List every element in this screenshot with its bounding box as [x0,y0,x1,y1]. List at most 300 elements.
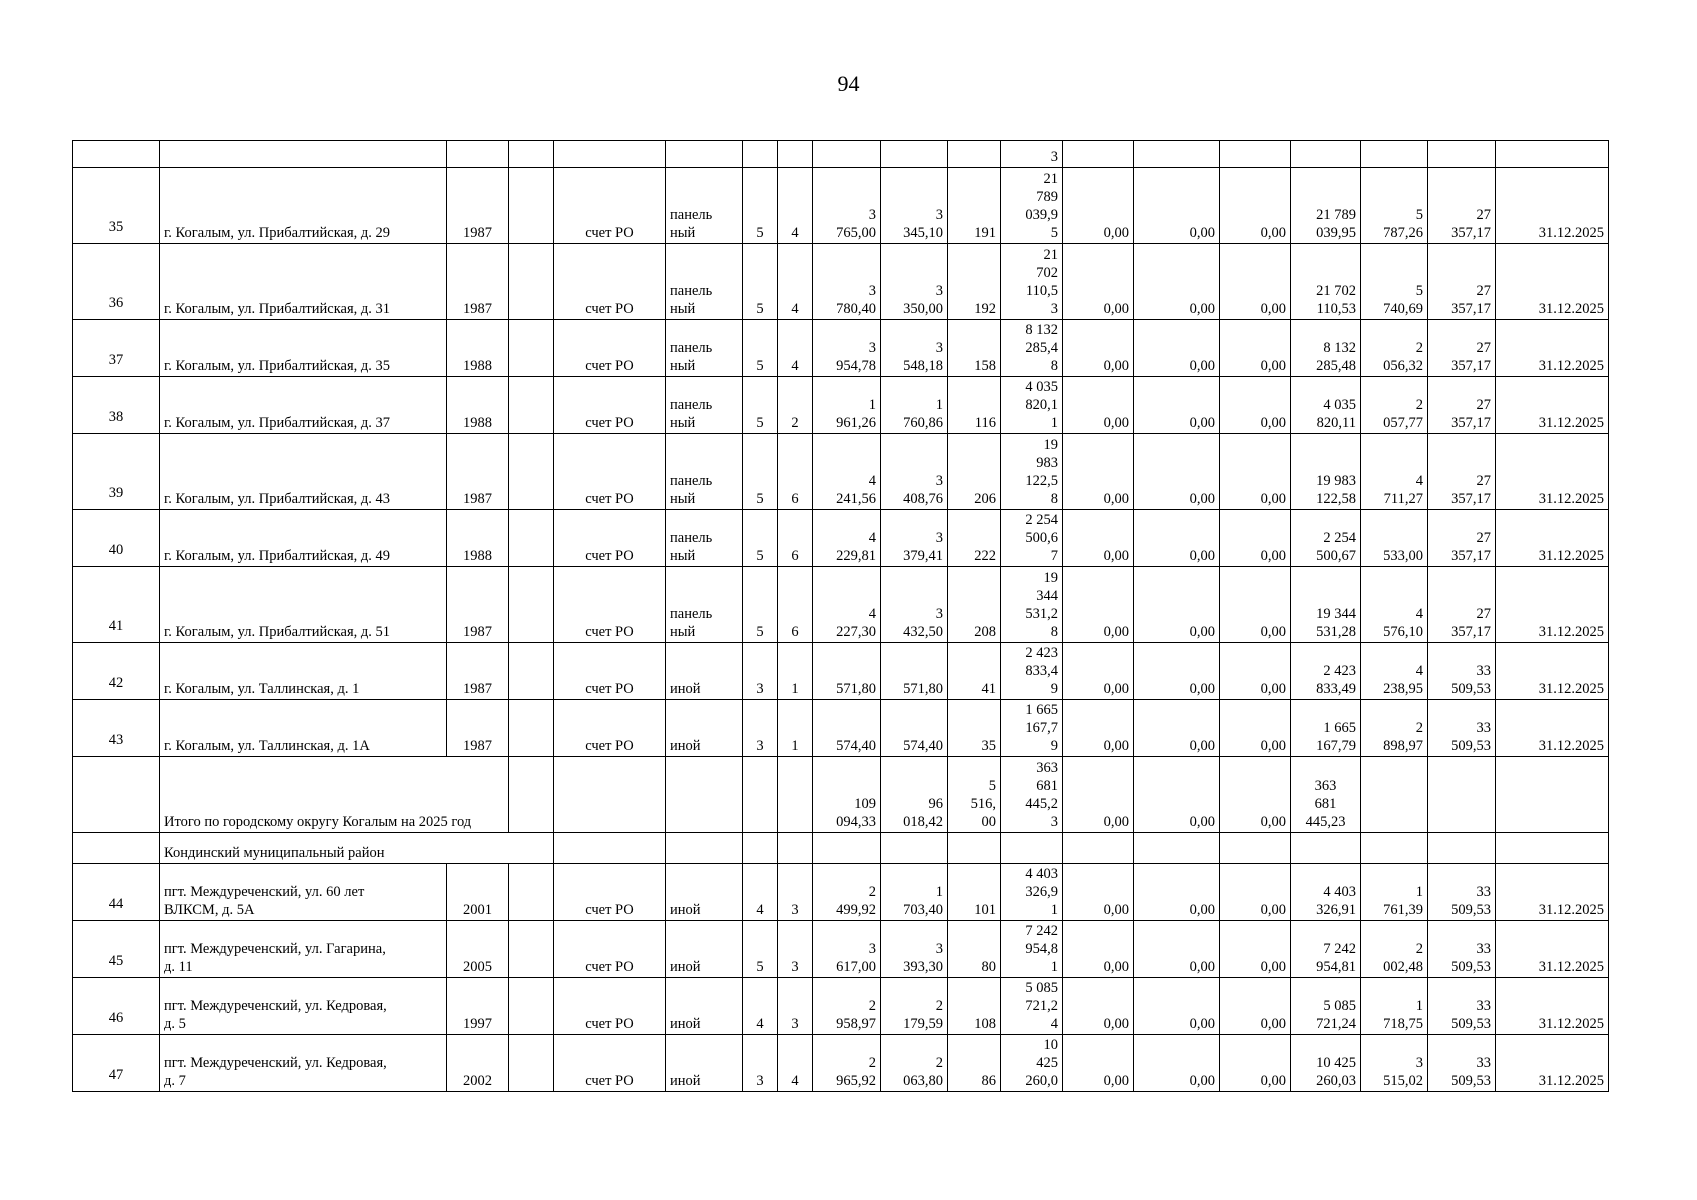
cell: 3 393,30 [881,921,948,978]
cell: 0,00 [1063,434,1134,510]
cell [1428,833,1496,864]
cell: 2 254 500,67 [1291,510,1361,567]
cell [1134,141,1220,168]
cell: 3 617,00 [813,921,881,978]
cell [554,833,666,864]
cell: 2 965,92 [813,1035,881,1092]
cell: 0,00 [1220,320,1291,377]
cell: 1987 [447,434,509,510]
cell: 3 548,18 [881,320,948,377]
cell: панель ный [666,434,743,510]
cell: иной [666,700,743,757]
cell: 4 576,10 [1361,567,1428,643]
cell: 31.12.2025 [1496,643,1609,700]
cell: 0,00 [1134,978,1220,1035]
cell: 0,00 [1134,757,1220,833]
cell: 1988 [447,510,509,567]
cell [509,377,554,434]
address-cell: пгт. Междуреченский, ул. Кедровая, д. 7 [160,1035,447,1092]
cell: 4 229,81 [813,510,881,567]
cell: иной [666,864,743,921]
cell: 27 357,17 [1428,168,1496,244]
cell: 1987 [447,244,509,320]
cell: 6 [778,510,813,567]
cell [1220,833,1291,864]
cell: 2 254 500,6 7 [1001,510,1063,567]
row-number-text: 37 [108,352,124,368]
cell: 3 [743,700,778,757]
cell: 0,00 [1220,978,1291,1035]
cell: 0,00 [1220,643,1291,700]
cell [743,757,778,833]
address-cell: г. Когалым, ул. Прибалтийская, д. 49 [160,510,447,567]
cell: 0,00 [1220,434,1291,510]
cell: 363 681 445,23 [1291,757,1361,833]
cell: 0,00 [1134,921,1220,978]
cell: 1 703,40 [881,864,948,921]
table-row [73,567,1609,643]
cell: 1 665 167,79 [1291,700,1361,757]
cell: панель ный [666,168,743,244]
cell [1291,833,1361,864]
cell: 33 509,53 [1428,921,1496,978]
cell: 19 983 122,5 8 [1001,434,1063,510]
cell [1063,141,1134,168]
cell: 0,00 [1134,643,1220,700]
table-body [73,141,1609,1092]
total-row [73,757,1609,833]
cell [1001,833,1063,864]
table-row [73,434,1609,510]
cell: 116 [948,377,1001,434]
address-cell: пгт. Междуреченский, ул. Кедровая, д. 5 [160,978,447,1035]
cell [509,567,554,643]
cell: 1 760,86 [881,377,948,434]
cell [509,510,554,567]
cell: 31.12.2025 [1496,921,1609,978]
cell: 3 345,10 [881,168,948,244]
cell: 0,00 [1220,921,1291,978]
cell: 0,00 [1220,757,1291,833]
cell: счет РО [554,434,666,510]
cell [1496,757,1609,833]
cell: 0,00 [1134,700,1220,757]
cell: счет РО [554,978,666,1035]
cell: 0,00 [1063,320,1134,377]
cell: 5 085 721,24 [1291,978,1361,1035]
cell [1361,757,1428,833]
cell [1361,833,1428,864]
cell: панель ный [666,377,743,434]
cell: 5 516, 00 [948,757,1001,833]
cell: 109 094,33 [813,757,881,833]
cell: 31.12.2025 [1496,168,1609,244]
row-number-text: 38 [108,409,124,425]
cell: 4 [743,978,778,1035]
cell: 574,40 [881,700,948,757]
cell: счет РО [554,567,666,643]
table-row [73,921,1609,978]
cell [1428,141,1496,168]
cell: 3 [743,643,778,700]
cell: иной [666,921,743,978]
cell: панель ный [666,244,743,320]
cell: 2 898,97 [1361,700,1428,757]
cell: 3 379,41 [881,510,948,567]
row-number [73,510,160,567]
cell [509,978,554,1035]
cell: 0,00 [1063,864,1134,921]
cell [509,1035,554,1092]
table-row [73,1035,1609,1092]
total-label: Итого по городскому округу Когалым на 2025 год [160,757,509,833]
cell: 31.12.2025 [1496,510,1609,567]
cell: 21 702 110,5 3 [1001,244,1063,320]
row-number [73,864,160,921]
cell: 0,00 [1134,377,1220,434]
cell: 31.12.2025 [1496,700,1609,757]
cell: 19 983 122,58 [1291,434,1361,510]
cell: 108 [948,978,1001,1035]
cell: 0,00 [1134,510,1220,567]
cell: 35 [948,700,1001,757]
cell: 0,00 [1220,567,1291,643]
cell: 1988 [447,377,509,434]
cell: 4 241,56 [813,434,881,510]
row-number [73,921,160,978]
cell [447,141,509,168]
cell [813,141,881,168]
cell: 27 357,17 [1428,320,1496,377]
cell [509,434,554,510]
cell: 4 227,30 [813,567,881,643]
cell: 3 [778,978,813,1035]
cell: 4 035 820,11 [1291,377,1361,434]
capital-repair-table [72,140,1609,1092]
cell: 10 425 260,0 [1001,1035,1063,1092]
cell [509,320,554,377]
cell: панель ный [666,567,743,643]
cell: 0,00 [1063,244,1134,320]
cell: 1 961,26 [813,377,881,434]
cell: 5 787,26 [1361,168,1428,244]
cell [1291,141,1361,168]
cell: 0,00 [1220,1035,1291,1092]
row-number-text: 41 [108,618,124,634]
cell [73,833,160,864]
cell: 571,80 [881,643,948,700]
cell: счет РО [554,244,666,320]
row-number [73,643,160,700]
cell: 1988 [447,320,509,377]
cell: 5 [743,434,778,510]
cell: счет РО [554,510,666,567]
row-number [73,700,160,757]
cell: 7 242 954,8 1 [1001,921,1063,978]
cell: 4 403 326,9 1 [1001,864,1063,921]
address-cell: г. Когалым, ул. Прибалтийская, д. 31 [160,244,447,320]
cell: 2 958,97 [813,978,881,1035]
cell: 0,00 [1063,168,1134,244]
cell [160,141,447,168]
cell: 1987 [447,700,509,757]
cell: 1 [778,643,813,700]
cell: 0,00 [1134,434,1220,510]
cell: 0,00 [1134,168,1220,244]
cell: 5 085 721,2 4 [1001,978,1063,1035]
cell: 6 [778,567,813,643]
table-row [73,244,1609,320]
cell: 5 740,69 [1361,244,1428,320]
cell: 3 [743,1035,778,1092]
cell: 2 002,48 [1361,921,1428,978]
cell: 5 [743,244,778,320]
cell [509,168,554,244]
cell: 222 [948,510,1001,567]
cell: 0,00 [1063,1035,1134,1092]
row-number [73,1035,160,1092]
row-number [73,244,160,320]
cell: 1987 [447,643,509,700]
table-row [73,320,1609,377]
cell [509,244,554,320]
cell: 158 [948,320,1001,377]
cell: 27 357,17 [1428,510,1496,567]
address-cell: г. Когалым, ул. Прибалтийская, д. 35 [160,320,447,377]
cell [554,757,666,833]
table-row [73,700,1609,757]
cell [73,141,160,168]
cell: 0,00 [1134,244,1220,320]
cell: счет РО [554,320,666,377]
cell: 5 [743,567,778,643]
cell: 574,40 [813,700,881,757]
table-row [73,643,1609,700]
row-number [73,434,160,510]
cell: 2002 [447,1035,509,1092]
cell: 3 515,02 [1361,1035,1428,1092]
address-cell: г. Когалым, ул. Прибалтийская, д. 43 [160,434,447,510]
cell: 33 509,53 [1428,978,1496,1035]
cell: 1 718,75 [1361,978,1428,1035]
cell: 206 [948,434,1001,510]
cell [881,833,948,864]
cell [1496,833,1609,864]
cell [778,833,813,864]
cell: 192 [948,244,1001,320]
cell: 27 357,17 [1428,567,1496,643]
cell: 0,00 [1063,757,1134,833]
cell: 27 357,17 [1428,434,1496,510]
cell: 5 [743,168,778,244]
cell: 5 [743,377,778,434]
cell: 3 954,78 [813,320,881,377]
cell: 33 509,53 [1428,864,1496,921]
cell: 0,00 [1063,921,1134,978]
cell: 27 357,17 [1428,244,1496,320]
address-cell: г. Когалым, ул. Таллинская, д. 1 [160,643,447,700]
cell: 363 681 445,2 3 [1001,757,1063,833]
address-cell: г. Когалым, ул. Таллинская, д. 1А [160,700,447,757]
row-number-text: 35 [108,219,124,235]
cell: 1 665 167,7 9 [1001,700,1063,757]
cell: 2 063,80 [881,1035,948,1092]
cell [509,700,554,757]
cell: 21 789 039,9 5 [1001,168,1063,244]
row-number-text: 36 [108,295,124,311]
cell: панель ный [666,510,743,567]
cell [743,833,778,864]
cell: 571,80 [813,643,881,700]
row-number [73,567,160,643]
cell: 4 [778,168,813,244]
address-cell: г. Когалым, ул. Прибалтийская, д. 51 [160,567,447,643]
cell: 2 179,59 [881,978,948,1035]
cell: 2 056,32 [1361,320,1428,377]
cell: счет РО [554,643,666,700]
cell: 7 242 954,81 [1291,921,1361,978]
cell: 0,00 [1220,244,1291,320]
cell: 4 403 326,91 [1291,864,1361,921]
cell: 3 408,76 [881,434,948,510]
cell: 101 [948,864,1001,921]
cell: 1 [778,700,813,757]
cell: 0,00 [1220,510,1291,567]
cell: панель ный [666,320,743,377]
cell [509,864,554,921]
cell: 21 702 110,53 [1291,244,1361,320]
cell: 4 238,95 [1361,643,1428,700]
cell: 3 432,50 [881,567,948,643]
cell: 2 499,92 [813,864,881,921]
cell [666,757,743,833]
row-number-text: 43 [108,732,124,748]
cell [1063,833,1134,864]
cell: 208 [948,567,1001,643]
table-row [73,978,1609,1035]
cell: 0,00 [1134,864,1220,921]
cell: 31.12.2025 [1496,377,1609,434]
cell [1428,757,1496,833]
cell: 21 789 039,95 [1291,168,1361,244]
cell: иной [666,643,743,700]
cell: 27 357,17 [1428,377,1496,434]
cell: 31.12.2025 [1496,434,1609,510]
cell: 31.12.2025 [1496,567,1609,643]
cell: 5 [743,510,778,567]
cell: 19 344 531,2 8 [1001,567,1063,643]
row-number-text: 40 [108,542,124,558]
cell: 4 711,27 [1361,434,1428,510]
cell: 2005 [447,921,509,978]
cell: 31.12.2025 [1496,978,1609,1035]
cell: 2 057,77 [1361,377,1428,434]
table-row [73,864,1609,921]
cell: 3 [778,864,813,921]
address-cell: г. Когалым, ул. Прибалтийская, д. 29 [160,168,447,244]
cell: 33 509,53 [1428,643,1496,700]
cell [881,141,948,168]
cell: 2 [778,377,813,434]
cell: 5 [743,921,778,978]
cell: 31.12.2025 [1496,864,1609,921]
cell [666,833,743,864]
cell: 0,00 [1063,567,1134,643]
cell: 96 018,42 [881,757,948,833]
cell [743,141,778,168]
cell [554,141,666,168]
cell: 3 765,00 [813,168,881,244]
cell [813,833,881,864]
table-row [73,168,1609,244]
cell [778,141,813,168]
cell: 4 [743,864,778,921]
row-number-text: 44 [108,896,124,912]
cell: 0,00 [1063,377,1134,434]
cell: счет РО [554,700,666,757]
cell: счет РО [554,168,666,244]
cell: 31.12.2025 [1496,244,1609,320]
row-number-text: 47 [108,1067,124,1083]
cell: 31.12.2025 [1496,1035,1609,1092]
address-cell: пгт. Междуреченский, ул. 60 лет ВЛКСМ, д. 5А [160,864,447,921]
cell: 1997 [447,978,509,1035]
cell [778,757,813,833]
row-number [73,377,160,434]
cell [1134,833,1220,864]
cell: 0,00 [1220,864,1291,921]
row-number [73,168,160,244]
cell: 1 761,39 [1361,864,1428,921]
cell [73,757,160,833]
cell: 10 425 260,03 [1291,1035,1361,1092]
cell: 4 [778,1035,813,1092]
cell: 3 350,00 [881,244,948,320]
cell [509,757,554,833]
cell: 5 [743,320,778,377]
row-number-text: 45 [108,953,124,969]
cell: 41 [948,643,1001,700]
cell [509,141,554,168]
cell: 8 132 285,48 [1291,320,1361,377]
cell [509,643,554,700]
cell: 2 423 833,4 9 [1001,643,1063,700]
cell: иной [666,978,743,1035]
cell: 31.12.2025 [1496,320,1609,377]
cell [948,833,1001,864]
cell [1361,141,1428,168]
table-row [73,510,1609,567]
cell: 4 035 820,1 1 [1001,377,1063,434]
cell: 80 [948,921,1001,978]
cell: 1987 [447,168,509,244]
cell: счет РО [554,1035,666,1092]
row-number [73,978,160,1035]
address-cell: пгт. Междуреченский, ул. Гагарина, д. 11 [160,921,447,978]
cell: счет РО [554,921,666,978]
cell: 2001 [447,864,509,921]
row-number-text: 42 [108,675,124,691]
table-row [73,377,1609,434]
cell: 533,00 [1361,510,1428,567]
cell: 3 [778,921,813,978]
cell: 0,00 [1134,567,1220,643]
cell: 0,00 [1063,643,1134,700]
district-label: Кондинский муниципальный район [160,833,554,864]
column-number-cell: 3 [1001,141,1063,168]
cell [666,141,743,168]
row-number-text: 46 [108,1010,124,1026]
